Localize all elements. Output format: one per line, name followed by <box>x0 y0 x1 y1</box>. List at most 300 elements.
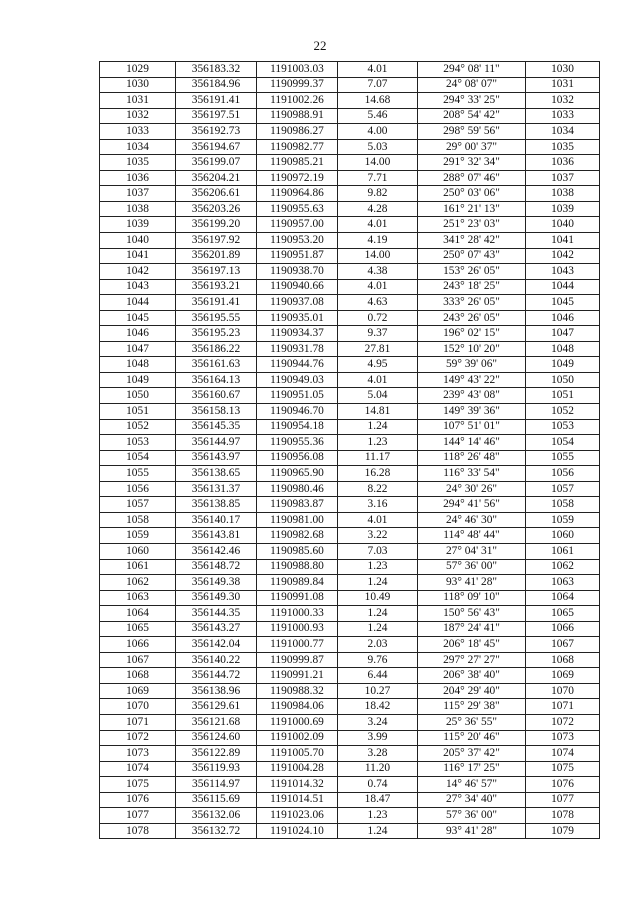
x-coordinate-cell: 356131.37 <box>176 481 257 497</box>
distance-cell: 4.28 <box>338 201 418 217</box>
y-coordinate-cell: 1190951.05 <box>257 388 338 404</box>
bearing-cell: 243° 26' 05" <box>418 310 526 326</box>
point-id-cell: 1033 <box>100 124 176 140</box>
bearing-cell: 93° 41' 28" <box>418 575 526 591</box>
y-coordinate-cell: 1190955.63 <box>257 201 338 217</box>
table-row <box>100 248 600 264</box>
next-point-id-cell: 1044 <box>526 279 600 295</box>
x-coordinate-cell: 356191.41 <box>176 93 257 109</box>
y-coordinate-cell: 1190965.90 <box>257 466 338 482</box>
point-id-cell: 1040 <box>100 233 176 249</box>
x-coordinate-cell: 356206.61 <box>176 186 257 202</box>
next-point-id-cell: 1047 <box>526 326 600 342</box>
next-point-id-cell: 1079 <box>526 823 600 839</box>
next-point-id-cell: 1062 <box>526 559 600 575</box>
point-id-cell: 1062 <box>100 575 176 591</box>
y-coordinate-cell: 1190988.80 <box>257 559 338 575</box>
x-coordinate-cell: 356149.38 <box>176 575 257 591</box>
point-id-cell: 1078 <box>100 823 176 839</box>
table-row <box>100 777 600 793</box>
x-coordinate-cell: 356191.41 <box>176 295 257 311</box>
point-id-cell: 1057 <box>100 497 176 513</box>
distance-cell: 1.23 <box>338 559 418 575</box>
x-coordinate-cell: 356158.13 <box>176 404 257 420</box>
next-point-id-cell: 1071 <box>526 699 600 715</box>
bearing-cell: 29° 00' 37" <box>418 139 526 155</box>
bearing-cell: 294° 41' 56" <box>418 497 526 513</box>
table-row <box>100 621 600 637</box>
next-point-id-cell: 1063 <box>526 575 600 591</box>
distance-cell: 7.03 <box>338 543 418 559</box>
distance-cell: 9.37 <box>338 326 418 342</box>
x-coordinate-cell: 356114.97 <box>176 777 257 793</box>
bearing-cell: 27° 04' 31" <box>418 543 526 559</box>
x-coordinate-cell: 356143.97 <box>176 450 257 466</box>
y-coordinate-cell: 1190931.78 <box>257 341 338 357</box>
next-point-id-cell: 1075 <box>526 761 600 777</box>
table-row <box>100 388 600 404</box>
distance-cell: 4.00 <box>338 124 418 140</box>
distance-cell: 27.81 <box>338 341 418 357</box>
table-row <box>100 201 600 217</box>
bearing-cell: 196° 02' 15" <box>418 326 526 342</box>
y-coordinate-cell: 1191023.06 <box>257 808 338 824</box>
y-coordinate-cell: 1191014.32 <box>257 777 338 793</box>
x-coordinate-cell: 356193.21 <box>176 279 257 295</box>
distance-cell: 11.17 <box>338 450 418 466</box>
bearing-cell: 24° 46' 30" <box>418 512 526 528</box>
bearing-cell: 149° 39' 36" <box>418 404 526 420</box>
next-point-id-cell: 1053 <box>526 419 600 435</box>
distance-cell: 10.27 <box>338 683 418 699</box>
bearing-cell: 288° 07' 46" <box>418 170 526 186</box>
bearing-cell: 250° 07' 43" <box>418 248 526 264</box>
table-row <box>100 590 600 606</box>
bearing-cell: 291° 32' 34" <box>418 155 526 171</box>
distance-cell: 11.20 <box>338 761 418 777</box>
distance-cell: 1.23 <box>338 435 418 451</box>
bearing-cell: 24° 30' 26" <box>418 481 526 497</box>
distance-cell: 7.71 <box>338 170 418 186</box>
table-row <box>100 372 600 388</box>
table-row <box>100 357 600 373</box>
y-coordinate-cell: 1190944.76 <box>257 357 338 373</box>
table-row <box>100 435 600 451</box>
table-row <box>100 77 600 93</box>
table-row <box>100 295 600 311</box>
table-row <box>100 808 600 824</box>
next-point-id-cell: 1034 <box>526 124 600 140</box>
distance-cell: 5.46 <box>338 108 418 124</box>
y-coordinate-cell: 1190954.18 <box>257 419 338 435</box>
table-row <box>100 481 600 497</box>
next-point-id-cell: 1054 <box>526 435 600 451</box>
point-id-cell: 1073 <box>100 746 176 762</box>
table-row <box>100 575 600 591</box>
bearing-cell: 152° 10' 20" <box>418 341 526 357</box>
x-coordinate-cell: 356119.93 <box>176 761 257 777</box>
table-row <box>100 279 600 295</box>
distance-cell: 6.44 <box>338 668 418 684</box>
y-coordinate-cell: 1190935.01 <box>257 310 338 326</box>
x-coordinate-cell: 356195.23 <box>176 326 257 342</box>
x-coordinate-cell: 356115.69 <box>176 792 257 808</box>
table-row <box>100 450 600 466</box>
x-coordinate-cell: 356142.04 <box>176 637 257 653</box>
table-row <box>100 746 600 762</box>
y-coordinate-cell: 1191003.03 <box>257 62 338 78</box>
point-id-cell: 1047 <box>100 341 176 357</box>
y-coordinate-cell: 1191014.51 <box>257 792 338 808</box>
bearing-cell: 204° 29' 40" <box>418 683 526 699</box>
point-id-cell: 1041 <box>100 248 176 264</box>
table-row <box>100 792 600 808</box>
y-coordinate-cell: 1190983.87 <box>257 497 338 513</box>
x-coordinate-cell: 356138.85 <box>176 497 257 513</box>
table-row <box>100 512 600 528</box>
next-point-id-cell: 1064 <box>526 590 600 606</box>
next-point-id-cell: 1041 <box>526 233 600 249</box>
x-coordinate-cell: 356132.72 <box>176 823 257 839</box>
y-coordinate-cell: 1190988.91 <box>257 108 338 124</box>
point-id-cell: 1048 <box>100 357 176 373</box>
y-coordinate-cell: 1190991.08 <box>257 590 338 606</box>
next-point-id-cell: 1056 <box>526 466 600 482</box>
distance-cell: 2.03 <box>338 637 418 653</box>
y-coordinate-cell: 1190949.03 <box>257 372 338 388</box>
distance-cell: 4.01 <box>338 279 418 295</box>
table-row <box>100 93 600 109</box>
distance-cell: 1.24 <box>338 823 418 839</box>
bearing-cell: 115° 29' 38" <box>418 699 526 715</box>
next-point-id-cell: 1074 <box>526 746 600 762</box>
next-point-id-cell: 1072 <box>526 714 600 730</box>
x-coordinate-cell: 356129.61 <box>176 699 257 715</box>
point-id-cell: 1039 <box>100 217 176 233</box>
table-row <box>100 714 600 730</box>
next-point-id-cell: 1030 <box>526 62 600 78</box>
point-id-cell: 1055 <box>100 466 176 482</box>
bearing-cell: 27° 34' 40" <box>418 792 526 808</box>
bearing-cell: 243° 18' 25" <box>418 279 526 295</box>
bearing-cell: 118° 09' 10" <box>418 590 526 606</box>
point-id-cell: 1074 <box>100 761 176 777</box>
table-row <box>100 730 600 746</box>
point-id-cell: 1052 <box>100 419 176 435</box>
distance-cell: 3.28 <box>338 746 418 762</box>
table-row <box>100 233 600 249</box>
table-row <box>100 652 600 668</box>
point-id-cell: 1067 <box>100 652 176 668</box>
x-coordinate-cell: 356203.26 <box>176 201 257 217</box>
x-coordinate-cell: 356199.20 <box>176 217 257 233</box>
table-row <box>100 341 600 357</box>
y-coordinate-cell: 1190989.84 <box>257 575 338 591</box>
y-coordinate-cell: 1191005.70 <box>257 746 338 762</box>
y-coordinate-cell: 1191000.33 <box>257 606 338 622</box>
point-id-cell: 1063 <box>100 590 176 606</box>
x-coordinate-cell: 356204.21 <box>176 170 257 186</box>
y-coordinate-cell: 1190956.08 <box>257 450 338 466</box>
x-coordinate-cell: 356138.96 <box>176 683 257 699</box>
x-coordinate-cell: 356121.68 <box>176 714 257 730</box>
y-coordinate-cell: 1191000.93 <box>257 621 338 637</box>
point-id-cell: 1037 <box>100 186 176 202</box>
bearing-cell: 116° 33' 54" <box>418 466 526 482</box>
bearing-cell: 115° 20' 46" <box>418 730 526 746</box>
y-coordinate-cell: 1191002.26 <box>257 93 338 109</box>
next-point-id-cell: 1035 <box>526 139 600 155</box>
next-point-id-cell: 1066 <box>526 621 600 637</box>
x-coordinate-cell: 356195.55 <box>176 310 257 326</box>
distance-cell: 1.24 <box>338 606 418 622</box>
y-coordinate-cell: 1190982.68 <box>257 528 338 544</box>
point-id-cell: 1076 <box>100 792 176 808</box>
point-id-cell: 1035 <box>100 155 176 171</box>
x-coordinate-cell: 356199.07 <box>176 155 257 171</box>
bearing-cell: 116° 17' 25" <box>418 761 526 777</box>
point-id-cell: 1065 <box>100 621 176 637</box>
next-point-id-cell: 1033 <box>526 108 600 124</box>
y-coordinate-cell: 1191000.77 <box>257 637 338 653</box>
distance-cell: 10.49 <box>338 590 418 606</box>
table-row <box>100 186 600 202</box>
x-coordinate-cell: 356122.89 <box>176 746 257 762</box>
y-coordinate-cell: 1190972.19 <box>257 170 338 186</box>
point-id-cell: 1077 <box>100 808 176 824</box>
point-id-cell: 1049 <box>100 372 176 388</box>
y-coordinate-cell: 1190946.70 <box>257 404 338 420</box>
point-id-cell: 1071 <box>100 714 176 730</box>
bearing-cell: 118° 26' 48" <box>418 450 526 466</box>
distance-cell: 1.24 <box>338 419 418 435</box>
distance-cell: 3.22 <box>338 528 418 544</box>
bearing-cell: 25° 36' 55" <box>418 714 526 730</box>
table-row <box>100 419 600 435</box>
distance-cell: 14.00 <box>338 248 418 264</box>
point-id-cell: 1075 <box>100 777 176 793</box>
y-coordinate-cell: 1190999.37 <box>257 77 338 93</box>
x-coordinate-cell: 356186.22 <box>176 341 257 357</box>
bearing-cell: 206° 38' 40" <box>418 668 526 684</box>
next-point-id-cell: 1052 <box>526 404 600 420</box>
y-coordinate-cell: 1190938.70 <box>257 264 338 280</box>
bearing-cell: 298° 59' 56" <box>418 124 526 140</box>
y-coordinate-cell: 1190985.21 <box>257 155 338 171</box>
bearing-cell: 150° 56' 43" <box>418 606 526 622</box>
bearing-cell: 93° 41' 28" <box>418 823 526 839</box>
distance-cell: 14.00 <box>338 155 418 171</box>
table-row <box>100 155 600 171</box>
y-coordinate-cell: 1190951.87 <box>257 248 338 264</box>
next-point-id-cell: 1073 <box>526 730 600 746</box>
y-coordinate-cell: 1190934.37 <box>257 326 338 342</box>
bearing-cell: 144° 14' 46" <box>418 435 526 451</box>
table-row <box>100 62 600 78</box>
next-point-id-cell: 1045 <box>526 295 600 311</box>
bearing-cell: 208° 54' 42" <box>418 108 526 124</box>
bearing-cell: 250° 03' 06" <box>418 186 526 202</box>
distance-cell: 3.16 <box>338 497 418 513</box>
x-coordinate-cell: 356142.46 <box>176 543 257 559</box>
table-row <box>100 823 600 839</box>
point-id-cell: 1056 <box>100 481 176 497</box>
x-coordinate-cell: 356149.30 <box>176 590 257 606</box>
x-coordinate-cell: 356161.63 <box>176 357 257 373</box>
point-id-cell: 1069 <box>100 683 176 699</box>
next-point-id-cell: 1049 <box>526 357 600 373</box>
table-row <box>100 139 600 155</box>
table-row <box>100 528 600 544</box>
y-coordinate-cell: 1190957.00 <box>257 217 338 233</box>
y-coordinate-cell: 1190981.00 <box>257 512 338 528</box>
y-coordinate-cell: 1190984.06 <box>257 699 338 715</box>
x-coordinate-cell: 356192.73 <box>176 124 257 140</box>
table-row <box>100 108 600 124</box>
point-id-cell: 1053 <box>100 435 176 451</box>
coordinates-table-body <box>100 62 600 839</box>
point-id-cell: 1070 <box>100 699 176 715</box>
table-row <box>100 543 600 559</box>
table-row <box>100 326 600 342</box>
x-coordinate-cell: 356184.96 <box>176 77 257 93</box>
next-point-id-cell: 1039 <box>526 201 600 217</box>
distance-cell: 8.22 <box>338 481 418 497</box>
y-coordinate-cell: 1190980.46 <box>257 481 338 497</box>
distance-cell: 3.24 <box>338 714 418 730</box>
next-point-id-cell: 1046 <box>526 310 600 326</box>
point-id-cell: 1030 <box>100 77 176 93</box>
x-coordinate-cell: 356197.51 <box>176 108 257 124</box>
distance-cell: 1.24 <box>338 621 418 637</box>
x-coordinate-cell: 356124.60 <box>176 730 257 746</box>
table-row <box>100 217 600 233</box>
point-id-cell: 1064 <box>100 606 176 622</box>
next-point-id-cell: 1036 <box>526 155 600 171</box>
distance-cell: 3.99 <box>338 730 418 746</box>
next-point-id-cell: 1055 <box>526 450 600 466</box>
point-id-cell: 1058 <box>100 512 176 528</box>
coordinates-table <box>99 61 600 839</box>
x-coordinate-cell: 356144.97 <box>176 435 257 451</box>
next-point-id-cell: 1043 <box>526 264 600 280</box>
bearing-cell: 187° 24' 41" <box>418 621 526 637</box>
y-coordinate-cell: 1190937.08 <box>257 295 338 311</box>
y-coordinate-cell: 1190982.77 <box>257 139 338 155</box>
point-id-cell: 1036 <box>100 170 176 186</box>
bearing-cell: 57° 36' 00" <box>418 559 526 575</box>
bearing-cell: 333° 26' 05" <box>418 295 526 311</box>
point-id-cell: 1054 <box>100 450 176 466</box>
y-coordinate-cell: 1190986.27 <box>257 124 338 140</box>
x-coordinate-cell: 356140.22 <box>176 652 257 668</box>
distance-cell: 0.74 <box>338 777 418 793</box>
point-id-cell: 1061 <box>100 559 176 575</box>
x-coordinate-cell: 356148.72 <box>176 559 257 575</box>
distance-cell: 18.42 <box>338 699 418 715</box>
bearing-cell: 205° 37' 42" <box>418 746 526 762</box>
point-id-cell: 1046 <box>100 326 176 342</box>
y-coordinate-cell: 1190940.66 <box>257 279 338 295</box>
point-id-cell: 1068 <box>100 668 176 684</box>
next-point-id-cell: 1060 <box>526 528 600 544</box>
x-coordinate-cell: 356132.06 <box>176 808 257 824</box>
x-coordinate-cell: 356197.13 <box>176 264 257 280</box>
y-coordinate-cell: 1190985.60 <box>257 543 338 559</box>
next-point-id-cell: 1078 <box>526 808 600 824</box>
x-coordinate-cell: 356144.35 <box>176 606 257 622</box>
distance-cell: 0.72 <box>338 310 418 326</box>
table-row <box>100 637 600 653</box>
point-id-cell: 1044 <box>100 295 176 311</box>
distance-cell: 4.01 <box>338 217 418 233</box>
next-point-id-cell: 1037 <box>526 170 600 186</box>
point-id-cell: 1029 <box>100 62 176 78</box>
point-id-cell: 1051 <box>100 404 176 420</box>
bearing-cell: 107° 51' 01" <box>418 419 526 435</box>
next-point-id-cell: 1058 <box>526 497 600 513</box>
distance-cell: 1.23 <box>338 808 418 824</box>
point-id-cell: 1060 <box>100 543 176 559</box>
table-row <box>100 699 600 715</box>
y-coordinate-cell: 1190964.86 <box>257 186 338 202</box>
y-coordinate-cell: 1190991.21 <box>257 668 338 684</box>
point-id-cell: 1034 <box>100 139 176 155</box>
x-coordinate-cell: 356160.67 <box>176 388 257 404</box>
y-coordinate-cell: 1190953.20 <box>257 233 338 249</box>
bearing-cell: 294° 08' 11" <box>418 62 526 78</box>
bearing-cell: 341° 28' 42" <box>418 233 526 249</box>
table-row <box>100 264 600 280</box>
table-row <box>100 310 600 326</box>
bearing-cell: 149° 43' 22" <box>418 372 526 388</box>
x-coordinate-cell: 356140.17 <box>176 512 257 528</box>
point-id-cell: 1066 <box>100 637 176 653</box>
next-point-id-cell: 1042 <box>526 248 600 264</box>
distance-cell: 4.01 <box>338 62 418 78</box>
y-coordinate-cell: 1191004.28 <box>257 761 338 777</box>
distance-cell: 4.63 <box>338 295 418 311</box>
bearing-cell: 57° 36' 00" <box>418 808 526 824</box>
x-coordinate-cell: 356201.89 <box>176 248 257 264</box>
distance-cell: 4.01 <box>338 372 418 388</box>
next-point-id-cell: 1068 <box>526 652 600 668</box>
distance-cell: 4.38 <box>338 264 418 280</box>
table-row <box>100 668 600 684</box>
next-point-id-cell: 1070 <box>526 683 600 699</box>
distance-cell: 9.76 <box>338 652 418 668</box>
table-row <box>100 761 600 777</box>
bearing-cell: 114° 48' 44" <box>418 528 526 544</box>
point-id-cell: 1031 <box>100 93 176 109</box>
next-point-id-cell: 1032 <box>526 93 600 109</box>
bearing-cell: 239° 43' 08" <box>418 388 526 404</box>
bearing-cell: 206° 18' 45" <box>418 637 526 653</box>
x-coordinate-cell: 356145.35 <box>176 419 257 435</box>
point-id-cell: 1038 <box>100 201 176 217</box>
distance-cell: 4.19 <box>338 233 418 249</box>
bearing-cell: 161° 21' 13" <box>418 201 526 217</box>
y-coordinate-cell: 1190988.32 <box>257 683 338 699</box>
distance-cell: 14.81 <box>338 404 418 420</box>
bearing-cell: 59° 39' 06" <box>418 357 526 373</box>
table-row <box>100 124 600 140</box>
x-coordinate-cell: 356194.67 <box>176 139 257 155</box>
x-coordinate-cell: 356197.92 <box>176 233 257 249</box>
distance-cell: 4.95 <box>338 357 418 373</box>
table-row <box>100 404 600 420</box>
table-row <box>100 170 600 186</box>
